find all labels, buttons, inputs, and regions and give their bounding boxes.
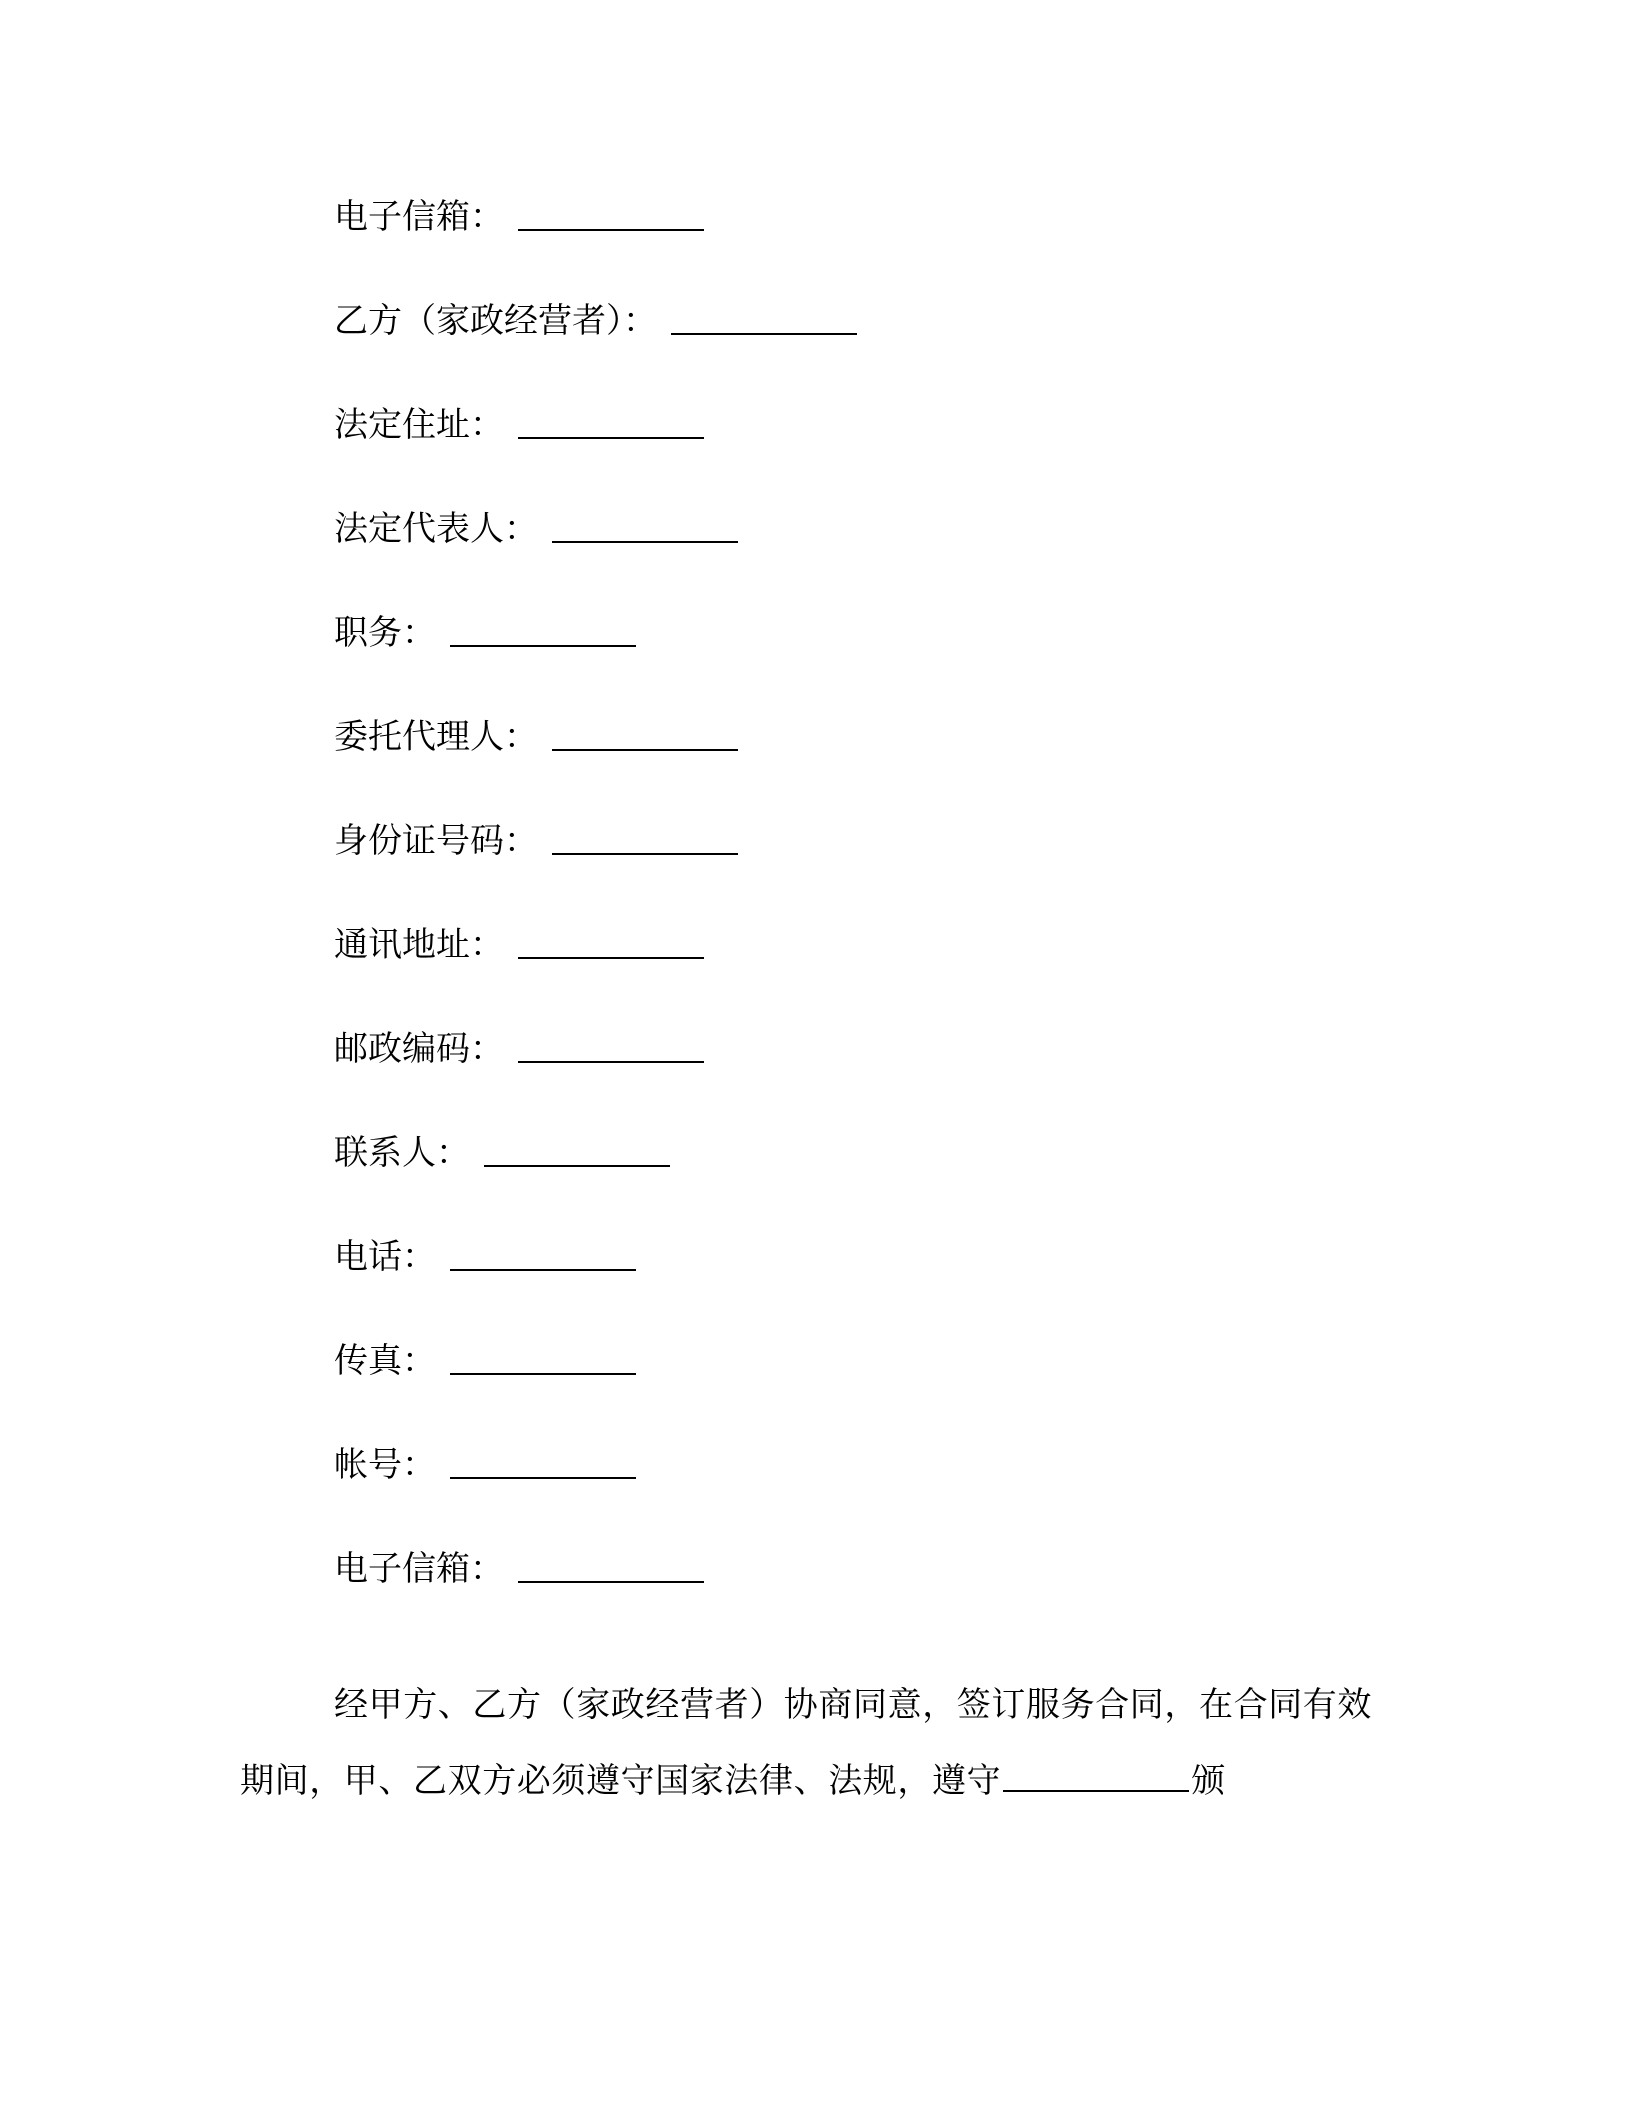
postal-code-blank bbox=[518, 1017, 704, 1063]
fax-field-line bbox=[334, 1329, 1434, 1433]
agent-blank bbox=[552, 705, 738, 751]
phone-label: 电话： bbox=[334, 1237, 436, 1277]
agent-label: 委托代理人： bbox=[334, 717, 538, 757]
legal-representative-blank bbox=[552, 497, 738, 543]
fax-label: 传真： bbox=[334, 1341, 436, 1381]
legal-address-field-line bbox=[334, 393, 1434, 497]
position-blank bbox=[450, 601, 636, 647]
legal-representative-label: 法定代表人： bbox=[334, 509, 538, 549]
agreement-inline-blank bbox=[1003, 1746, 1189, 1792]
postal-code-label: 邮政编码： bbox=[334, 1029, 504, 1069]
mailing-address-blank bbox=[518, 913, 704, 959]
contact-person-label: 联系人： bbox=[334, 1133, 470, 1173]
contract-party-fields bbox=[334, 185, 1434, 1641]
party-b-blank bbox=[671, 289, 857, 335]
party-b-field-line bbox=[334, 289, 1434, 393]
agreement-text-after-blank: 颁 bbox=[1191, 1761, 1226, 1801]
email-blank bbox=[518, 185, 704, 231]
mailing-address-field-line bbox=[334, 913, 1434, 1017]
contact-person-field-line bbox=[334, 1121, 1434, 1225]
id-number-blank bbox=[552, 809, 738, 855]
account-blank bbox=[450, 1433, 636, 1479]
position-field-line bbox=[334, 601, 1434, 705]
email-blank-2 bbox=[518, 1537, 704, 1583]
email-field-line-2 bbox=[334, 1537, 1434, 1641]
email-label: 电子信箱： bbox=[334, 197, 504, 237]
account-field-line bbox=[334, 1433, 1434, 1537]
legal-address-label: 法定住址： bbox=[334, 405, 504, 445]
phone-field-line bbox=[334, 1225, 1434, 1329]
legal-address-blank bbox=[518, 393, 704, 439]
phone-blank bbox=[450, 1225, 636, 1271]
mailing-address-label: 通讯地址： bbox=[334, 925, 504, 965]
postal-code-field-line bbox=[334, 1017, 1434, 1121]
party-b-label: 乙方（家政经营者）： bbox=[334, 301, 657, 341]
id-number-label: 身份证号码： bbox=[334, 821, 538, 861]
fax-blank bbox=[450, 1329, 636, 1375]
contact-person-blank bbox=[484, 1121, 670, 1167]
agreement-paragraph bbox=[240, 1667, 1380, 1819]
id-number-field-line bbox=[334, 809, 1434, 913]
email-field-line bbox=[334, 185, 1434, 289]
agent-field-line bbox=[334, 705, 1434, 809]
position-label: 职务： bbox=[334, 613, 436, 653]
account-label: 帐号： bbox=[334, 1445, 436, 1485]
agreement-text-before-blank: 经甲方、乙方（家政经营者）协商同意，签订服务合同，在合同有效期间，甲、乙双方必须遵守国家法律、法规，遵守 bbox=[240, 1685, 1372, 1801]
email-label-2: 电子信箱： bbox=[334, 1549, 504, 1589]
legal-representative-field-line bbox=[334, 497, 1434, 601]
